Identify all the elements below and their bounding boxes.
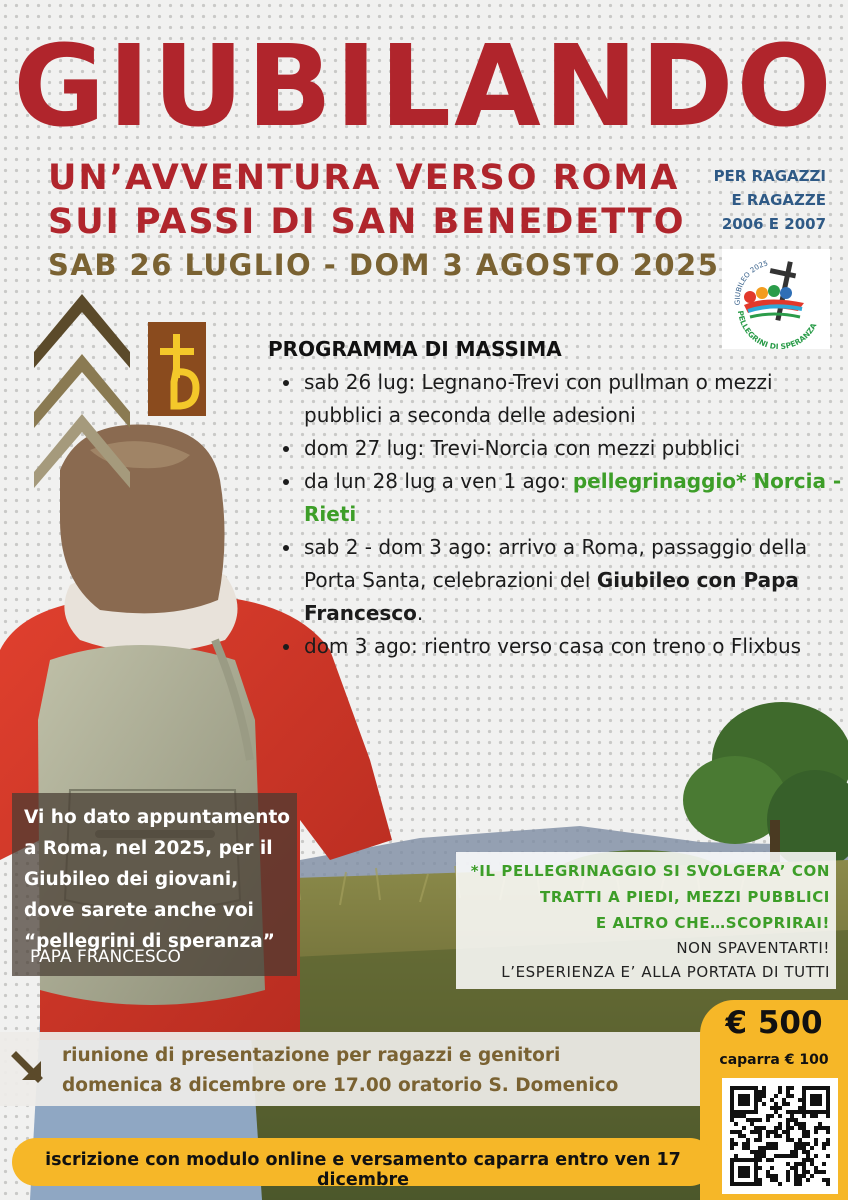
qr-module <box>750 1122 754 1126</box>
qr-module <box>786 1134 790 1138</box>
qr-module <box>790 1110 794 1114</box>
qr-module <box>746 1118 750 1122</box>
qr-module <box>762 1086 766 1090</box>
qr-module <box>762 1094 766 1098</box>
qr-module <box>798 1178 802 1182</box>
qr-module <box>794 1122 798 1126</box>
qr-module <box>766 1114 770 1118</box>
qr-module <box>798 1126 802 1130</box>
qr-module <box>786 1174 790 1178</box>
qr-module <box>822 1170 826 1174</box>
qr-module <box>786 1162 790 1166</box>
event-dates: SAB 26 LUGLIO - DOM 3 AGOSTO 2025 <box>48 248 720 282</box>
qr-module <box>774 1102 778 1106</box>
qr-module <box>786 1138 790 1142</box>
meeting-line-1: riunione di presentazione per ragazzi e genitori <box>62 1045 561 1066</box>
qr-finder <box>738 1166 750 1178</box>
qr-module <box>762 1090 766 1094</box>
qr-module <box>766 1146 770 1150</box>
qr-module <box>762 1150 766 1154</box>
qr-module <box>802 1166 806 1170</box>
qr-module <box>774 1142 778 1146</box>
qr-module <box>798 1146 802 1150</box>
qr-module <box>758 1134 762 1138</box>
qr-module <box>798 1110 802 1114</box>
qr-module <box>810 1114 814 1118</box>
qr-module <box>810 1146 814 1150</box>
qr-module <box>806 1130 810 1134</box>
qr-module <box>746 1146 750 1150</box>
qr-module <box>790 1138 794 1142</box>
qr-module <box>786 1170 790 1174</box>
qr-module <box>770 1174 774 1178</box>
qr-module <box>818 1170 822 1174</box>
price-amount: € 500 <box>725 1005 823 1041</box>
program-item-3-text: da lun 28 lug a ven 1 ago: <box>304 469 573 493</box>
program-item-3 <box>302 465 842 531</box>
qr-module <box>818 1126 822 1130</box>
qr-module <box>794 1110 798 1114</box>
qr-module <box>758 1146 762 1150</box>
qr-module <box>774 1154 778 1158</box>
target-line-3: 2006 E 2007 <box>721 215 826 233</box>
qr-module <box>774 1146 778 1150</box>
qr-module <box>794 1182 798 1186</box>
qr-module <box>814 1166 818 1170</box>
qr-module <box>770 1146 774 1150</box>
arrow-down-right-icon <box>10 1050 46 1086</box>
qr-module <box>806 1150 810 1154</box>
qr-module <box>762 1146 766 1150</box>
quote-author: PAPA FRANCESCO <box>30 947 181 967</box>
qr-finder <box>810 1094 822 1106</box>
qr-module <box>814 1154 818 1158</box>
qr-module <box>794 1178 798 1182</box>
qr-module <box>758 1118 762 1122</box>
qr-module <box>826 1142 830 1146</box>
qr-module <box>770 1098 774 1102</box>
subtitle-line-2: SUI PASSI DI SAN BENEDETTO <box>48 202 686 242</box>
qr-module <box>786 1154 790 1158</box>
qr-module <box>822 1178 826 1182</box>
qr-module <box>738 1134 742 1138</box>
qr-code-pattern <box>722 1078 838 1194</box>
qr-module <box>790 1114 794 1118</box>
qr-module <box>806 1158 810 1162</box>
qr-module <box>794 1154 798 1158</box>
note-line-1: *IL PELLEGRINAGGIO SI SVOLGERA’ CON <box>470 862 830 880</box>
qr-module <box>782 1098 786 1102</box>
target-line-1: PER RAGAZZI <box>713 167 826 185</box>
qr-module <box>758 1158 762 1162</box>
quote-line-2: a Roma, nel 2025, per il <box>24 838 273 859</box>
qr-module <box>766 1142 770 1146</box>
qr-module <box>806 1142 810 1146</box>
qr-module <box>782 1154 786 1158</box>
qr-module <box>742 1146 746 1150</box>
qr-module <box>802 1142 806 1146</box>
qr-module <box>810 1162 814 1166</box>
program-title: PROGRAMMA DI MASSIMA <box>268 337 562 361</box>
qr-module <box>794 1142 798 1146</box>
qr-module <box>770 1106 774 1110</box>
qr-module <box>770 1158 774 1162</box>
quote-line-5: “pellegrini di speranza” <box>24 931 275 952</box>
qr-module <box>826 1130 830 1134</box>
qr-module <box>798 1162 802 1166</box>
qr-module <box>826 1154 830 1158</box>
program-item-2 <box>302 432 842 465</box>
qr-module <box>766 1170 770 1174</box>
qr-module <box>814 1142 818 1146</box>
qr-module <box>750 1150 754 1154</box>
qr-module <box>814 1170 818 1174</box>
qr-module <box>786 1122 790 1126</box>
qr-module <box>774 1094 778 1098</box>
svg-text:GIUBILEO 2025: GIUBILEO 2025 <box>733 259 769 306</box>
note-line-3: E ALTRO CHE…SCOPRIRAI! <box>595 914 830 932</box>
qr-module <box>814 1126 818 1130</box>
qr-module <box>790 1150 794 1154</box>
qr-module <box>790 1166 794 1170</box>
qr-module <box>794 1162 798 1166</box>
qr-module <box>822 1126 826 1130</box>
qr-module <box>758 1182 762 1186</box>
qr-module <box>794 1166 798 1170</box>
qr-module <box>806 1170 810 1174</box>
qr-module <box>806 1178 810 1182</box>
qr-module <box>762 1154 766 1158</box>
qr-module <box>786 1094 790 1098</box>
qr-module <box>826 1182 830 1186</box>
qr-module <box>766 1134 770 1138</box>
qr-module <box>750 1118 754 1122</box>
qr-module <box>766 1130 770 1134</box>
qr-module <box>758 1150 762 1154</box>
qr-module <box>730 1118 734 1122</box>
qr-module <box>746 1138 750 1142</box>
qr-module <box>778 1182 782 1186</box>
qr-module <box>790 1118 794 1122</box>
poster-title: GIUBILANDO <box>13 22 835 152</box>
qr-module <box>774 1130 778 1134</box>
qr-module <box>778 1086 782 1090</box>
qr-module <box>770 1166 774 1170</box>
qr-module <box>822 1142 826 1146</box>
program-item-3-highlight: pellegrinaggio* Norcia - Rieti <box>304 469 842 526</box>
qr-module <box>730 1114 734 1118</box>
qr-module <box>786 1178 790 1182</box>
qr-module <box>754 1150 758 1154</box>
program-item-5-text: dom 3 ago: rientro verso casa con treno o Flixbus <box>304 634 802 658</box>
qr-module <box>802 1146 806 1150</box>
qr-module <box>790 1154 794 1158</box>
qr-module <box>778 1154 782 1158</box>
qr-module <box>770 1130 774 1134</box>
meeting-line-2: domenica 8 dicembre ore 17.00 oratorio S. Domenico <box>62 1075 619 1096</box>
qr-module <box>778 1126 782 1130</box>
qr-module <box>778 1134 782 1138</box>
qr-module <box>786 1130 790 1134</box>
qr-module <box>786 1110 790 1114</box>
qr-code[interactable] <box>722 1078 838 1194</box>
qr-module <box>758 1098 762 1102</box>
qr-module <box>794 1150 798 1154</box>
quote-line-3: Giubileo dei giovani, <box>24 869 239 890</box>
qr-module <box>734 1122 738 1126</box>
qr-module <box>802 1158 806 1162</box>
qr-module <box>774 1110 778 1114</box>
program-item-4-text: sab 2 - dom 3 ago: arrivo a Roma, passaggio della Porta Santa, celebrazioni del <box>304 535 808 592</box>
qr-module <box>802 1170 806 1174</box>
qr-module <box>758 1130 762 1134</box>
qr-module <box>754 1154 758 1158</box>
qr-module <box>790 1126 794 1130</box>
qr-module <box>774 1106 778 1110</box>
program-item-4-end: . <box>416 601 424 625</box>
qr-module <box>806 1134 810 1138</box>
qr-module <box>734 1130 738 1134</box>
qr-module <box>766 1174 770 1178</box>
program-item-1 <box>302 366 842 432</box>
note-line-5: L’ESPERIENZA E’ ALLA PORTATA DI TUTTI <box>501 963 830 981</box>
qr-module <box>802 1126 806 1130</box>
qr-module <box>810 1174 814 1178</box>
target-line-2: E RAGAZZE <box>731 191 826 209</box>
qr-module <box>790 1086 794 1090</box>
qr-module <box>794 1118 798 1122</box>
qr-module <box>826 1138 830 1142</box>
qr-module <box>794 1174 798 1178</box>
jubilee-logo-mark <box>722 249 830 349</box>
qr-module <box>766 1158 770 1162</box>
qr-module <box>770 1142 774 1146</box>
jubilee-2025-logo <box>722 249 830 349</box>
qr-module <box>774 1126 778 1130</box>
qr-module <box>754 1126 758 1130</box>
note-line-2: TRATTI A PIEDI, MEZZI PUBBLICI <box>540 888 830 906</box>
qr-module <box>814 1130 818 1134</box>
qr-module <box>734 1114 738 1118</box>
qr-module <box>754 1118 758 1122</box>
qr-module <box>770 1114 774 1118</box>
subtitle-line-1: UN’AVVENTURA VERSO ROMA <box>48 158 680 198</box>
qr-module <box>782 1130 786 1134</box>
qr-module <box>826 1178 830 1182</box>
qr-module <box>822 1162 826 1166</box>
qr-module <box>798 1142 802 1146</box>
qr-module <box>802 1162 806 1166</box>
qr-module <box>742 1134 746 1138</box>
qr-module <box>786 1102 790 1106</box>
qr-module <box>746 1142 750 1146</box>
signup-text: iscrizione con modulo online e versamento caparra entro ven 17 dicembre <box>45 1150 681 1190</box>
qr-module <box>754 1130 758 1134</box>
qr-module <box>798 1106 802 1110</box>
chevrons-decoration <box>30 290 140 490</box>
qr-module <box>742 1142 746 1146</box>
qr-module <box>758 1094 762 1098</box>
qr-module <box>814 1138 818 1142</box>
qr-module <box>802 1174 806 1178</box>
program-item-4-bold: Giubileo con Papa Francesco <box>304 568 799 625</box>
qr-module <box>786 1090 790 1094</box>
qr-module <box>818 1122 822 1126</box>
qr-module <box>826 1114 830 1118</box>
qr-module <box>734 1154 738 1158</box>
qr-module <box>778 1122 782 1126</box>
qr-module <box>798 1138 802 1142</box>
program-item-2-text: dom 27 lug: Trevi-Norcia con mezzi pubblici <box>304 436 741 460</box>
qr-module <box>802 1122 806 1126</box>
qr-module <box>778 1114 782 1118</box>
qr-module <box>782 1102 786 1106</box>
qr-module <box>758 1154 762 1158</box>
qr-module <box>758 1178 762 1182</box>
qr-module <box>778 1106 782 1110</box>
program-item-4 <box>302 531 842 630</box>
qr-module <box>798 1122 802 1126</box>
note-line-4: NON SPAVENTARTI! <box>676 939 830 957</box>
program-item-5 <box>302 630 842 663</box>
qr-module <box>766 1118 770 1122</box>
qr-module <box>790 1094 794 1098</box>
qr-module <box>730 1138 734 1142</box>
qr-module <box>802 1150 806 1154</box>
deposit-amount: caparra € 100 <box>719 1052 829 1068</box>
qr-module <box>758 1166 762 1170</box>
qr-module <box>730 1130 734 1134</box>
program-item-1-text: sab 26 lug: Legnano-Trevi con pullman o mezzi pubblici a seconda delle adesioni <box>304 370 773 427</box>
qr-module <box>750 1130 754 1134</box>
qr-module <box>762 1102 766 1106</box>
qr-module <box>786 1118 790 1122</box>
svg-text:PELLEGRINI DI SPERANZA: PELLEGRINI DI SPERANZA <box>735 309 819 349</box>
qr-module <box>814 1114 818 1118</box>
qr-module <box>794 1146 798 1150</box>
tb-logo <box>148 322 206 416</box>
qr-module <box>730 1146 734 1150</box>
qr-module <box>774 1174 778 1178</box>
qr-module <box>798 1182 802 1186</box>
quote-line-4: dove sarete anche voi <box>24 900 254 921</box>
qr-module <box>802 1114 806 1118</box>
qr-module <box>802 1130 806 1134</box>
qr-module <box>758 1090 762 1094</box>
qr-finder <box>738 1094 750 1106</box>
qr-module <box>754 1138 758 1142</box>
qr-module <box>826 1126 830 1130</box>
qr-module <box>774 1134 778 1138</box>
qr-module <box>770 1178 774 1182</box>
qr-module <box>794 1170 798 1174</box>
qr-module <box>810 1158 814 1162</box>
qr-module <box>742 1114 746 1118</box>
qr-module <box>758 1138 762 1142</box>
qr-module <box>738 1114 742 1118</box>
qr-module <box>758 1126 762 1130</box>
tb-logo-mark <box>148 322 206 416</box>
qr-module <box>786 1126 790 1130</box>
qr-module <box>806 1154 810 1158</box>
qr-module <box>786 1086 790 1090</box>
qr-module <box>778 1090 782 1094</box>
qr-module <box>774 1178 778 1182</box>
qr-module <box>734 1142 738 1146</box>
qr-module <box>798 1098 802 1102</box>
qr-module <box>798 1174 802 1178</box>
qr-module <box>762 1126 766 1130</box>
qr-module <box>738 1130 742 1134</box>
program-list <box>280 366 842 663</box>
qr-module <box>742 1126 746 1130</box>
qr-module <box>730 1142 734 1146</box>
qr-module <box>802 1134 806 1138</box>
quote-line-1: Vi ho dato appuntamento <box>24 807 291 828</box>
qr-module <box>822 1146 826 1150</box>
